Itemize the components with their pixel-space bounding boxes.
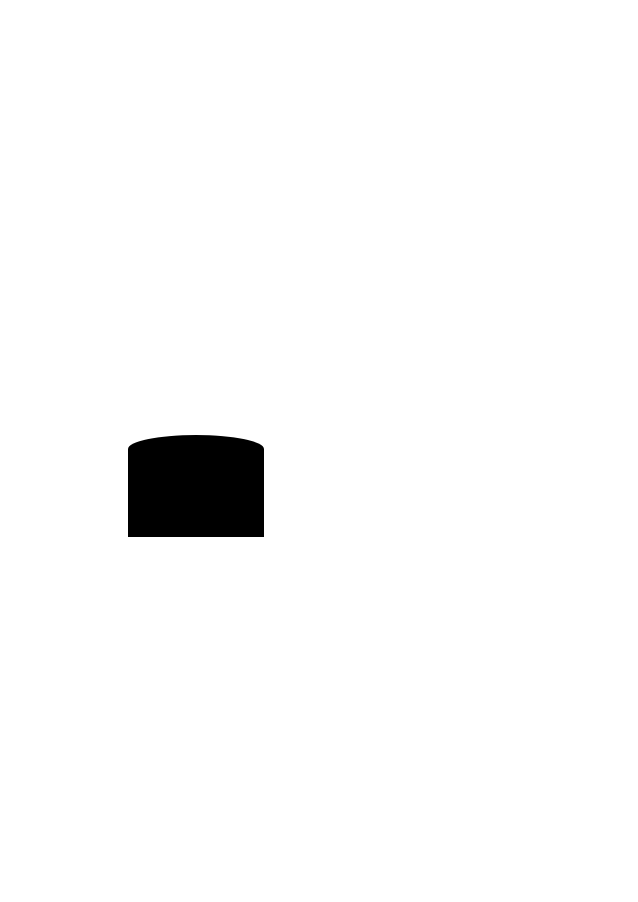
cylinder-top — [128, 435, 264, 463]
